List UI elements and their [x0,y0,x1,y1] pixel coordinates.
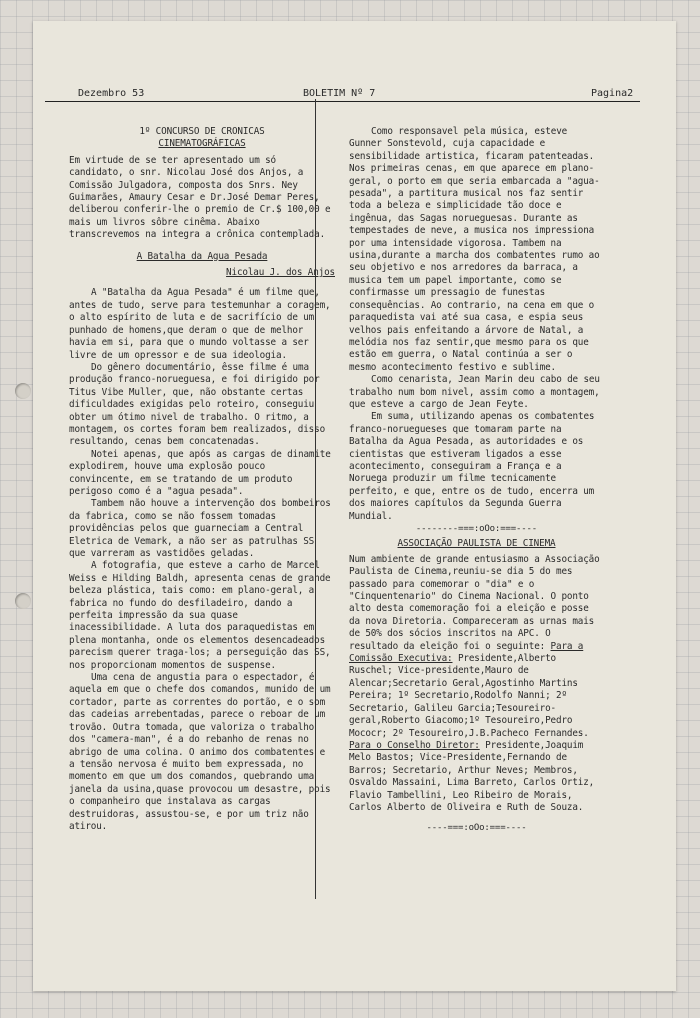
punch-hole [15,593,31,609]
article-title: A Batalha da Agua Pesada [136,250,268,262]
article-paragraph: Do gênero documentário, êsse filme é uma produção franco-norueguesa, e foi dirigido por Titus Vibe Muller, que, não obstante certas dificuldades exigidas pelo roteiro, conseguiu obter um ótimo nivel de trabalho. O ritmo, a montagem, os cortes foram bem realizados, disso resultando, cenas bem concatenadas. [69,361,326,448]
article-paragraph: Em suma, utilizando apenas os combatentes franco-noruegueses que tomaram parte na Batalha da Agua Pesada, as autoridades e os cientistas que estiveram ligados a esse acontecimento, conseguiram a França e a Noruega produzir um filme tecnicamente perfeito, e que, entre os de tudo, encerra um dos maiores capítulos da Segunda Guerra Mundial. [349,411,595,522]
bulletin-header [45,85,640,102]
contest-subtitle: CINEMATOGRÁFICAS [158,138,246,150]
article-paragraph: Tambem não houve a intervenção dos bombeiros da fabrica, como se não fossem tomadas providências pelos que guarneciam a Central Eletrica de Vemark, a não ser as patrulhas SS que varreram as vastidões geladas. [69,498,331,559]
association-title: ASSOCIAÇÃO PAULISTA DE CINEMA [397,538,556,550]
association-text [349,554,604,815]
executive-committee-members: Presidente,Alberto Ruschel; Vice-presidente,Mauro de Alencar;Secretario Geral,Agostinho Martins Pereira; 1º Secretario,Rodolfo Nanni; 2º Secretario, Galileu Garcia;Tesoureiro-geral,Roberto Giacomo;1º Tesoureiro,Pedro Mococr; 2º Tesoureiro,J.B.Pacheco Fernandes. [349,653,589,739]
bulletin-title: BOLETIM Nº 7 [303,88,376,99]
issue-date: Dezembro 53 [78,88,145,99]
article-paragraph: A "Batalha da Agua Pesada" é um filme que, antes de tudo, serve para testemunhar a coragem, o alto espírito de luta e de sacrifício de um punhado de homens,que deram o que de melhor havia em si, para que o mundo voltasse a ser livre de um opressor e de sua ideologia. [69,287,331,361]
article-paragraph: Como responsavel pela música, esteve Gunner Sonstevold, cuja capacidade e sensibilidade artistica, ficaram patenteadas. Nos primeiras cenas, em que aparece em plano-geral, o porto em que seria embarcada a "agua-pesada", a partitura musical nos faz sentir toda a beleza e simplicidade tão doce e ingênua, das Sagas norueguesas. Durante as tempestades de neve, a musica nos impressiona por uma intensidade vigorosa. Tambem na usina,durante a marcha dos combatentes rumo ao seu objetivo e nos arredores da barraca, a musica tem um papel importante, como se confirmasse um pressagio de funestas consequências. Ao contrario, na cena em que o paraquedista vai até sua casa, e espia seus velhos pais enfeitando a árvore de Natal, a melódia nos faz sentir,que mesmo para os que estão em guerra, o Natal continúa a ser o mesmo acontecimento festivo e sublime. [349,126,600,373]
association-intro: Num ambiente de grande entusiasmo a Associação Paulista de Cinema,reuniu-se dia 5 do mes passado para comemorar o "dia" e o "Cinquentenario" do Cinema Nacional. O ponto alto desta comemoração foi a eleição e posse da nova Diretoria. Compareceram as urnas mais de 50% dos sócios inscritos na APC. O resultado da eleição foi o seguinte: [349,553,600,652]
article-paragraph: Como cenarista, Jean Marin deu cabo de seu trabalho num bom nivel, assim como a montagem, que esteve a cargo de Jean Feyte. [349,374,600,410]
article-paragraph: Notei apenas, que após as cargas de dinamite explodirem, houve uma explosão pouco convincente, em se tratando de um produto perigoso como é a "agua pesada". [69,448,331,497]
article-author: Nicolau J. dos Anjos [226,267,335,279]
section-separator: ----===:oOo:===---- [426,823,527,834]
contest-intro: Em virtude de se ter apresentado um só candidato, o snr. Nicolau José dos Anjos, a Comissão Julgadora, composta dos Snrs. Ney Guimarães, Amaury Cesar e Dr.José Demar Peres, deliberou conferir-lhe o premio de Cr.$ 100,00 e mais um livros sôbre cinêma. Abaixo transcrevemos na integra a crônica contemplada. [69,154,331,241]
article-paragraph: A fotografia, que esteve a carho de Marcel Weiss e Hilding Baldh, apresenta cenas de grande beleza plástica, tais como: em plano-geral, a fabrica no fundo do desfiladeiro, dando a perfeita impressão da sua quase inacessibilidade. A luta dos paraquedistas em plena montanha, onde os elementos desencadeados parecism querer traga-los; a perseguição das SS, nos proporcionam momentos de suspense. [69,560,331,671]
page-number: Pagina2 [591,88,634,99]
punch-hole [15,383,31,399]
board-label: Para o Conselho Diretor: [349,739,480,751]
right-column [349,126,604,835]
left-column [69,126,335,833]
section-separator: --------===:oOo:===---- [415,524,538,534]
board-members: Presidente,Joaquim Melo Bastos; Vice-Presidente,Fernando de Barros; Secretario, Arthur Neves; Membros, Osvaldo Massaini, Lima Barreto, Carlos Ortiz, Flavio Tambellini, Leo Ribeiro de Morais, Carlos Alberto de Oliveira e Ruth de Souza. [349,739,595,813]
contest-title: 1º CONCURSO DE CRONICAS [139,126,265,137]
article-paragraph: Uma cena de angustia para o espectador, é aquela em que o chefe dos comandos, munido de um cortador, parte as correntes do portão, e o som das cadeias arrebentadas, parece o reboar de um trovão. Outra tomada, que valoriza o trabalho dos "camera-man", é a do rebanho de renas no abrigo de uma colina. O animo dos combatentes e a tensão nervosa é muito bem expressada, no momento em que um dos comandos, quebrando uma janela da usina,quase provocou um desastre, pois o companheiro que instalava as cargas destruidoras, assustou-se, e por um triz não atirou. [69,672,331,832]
executive-committee-label: Para a Comissão Executiva: [349,640,584,665]
